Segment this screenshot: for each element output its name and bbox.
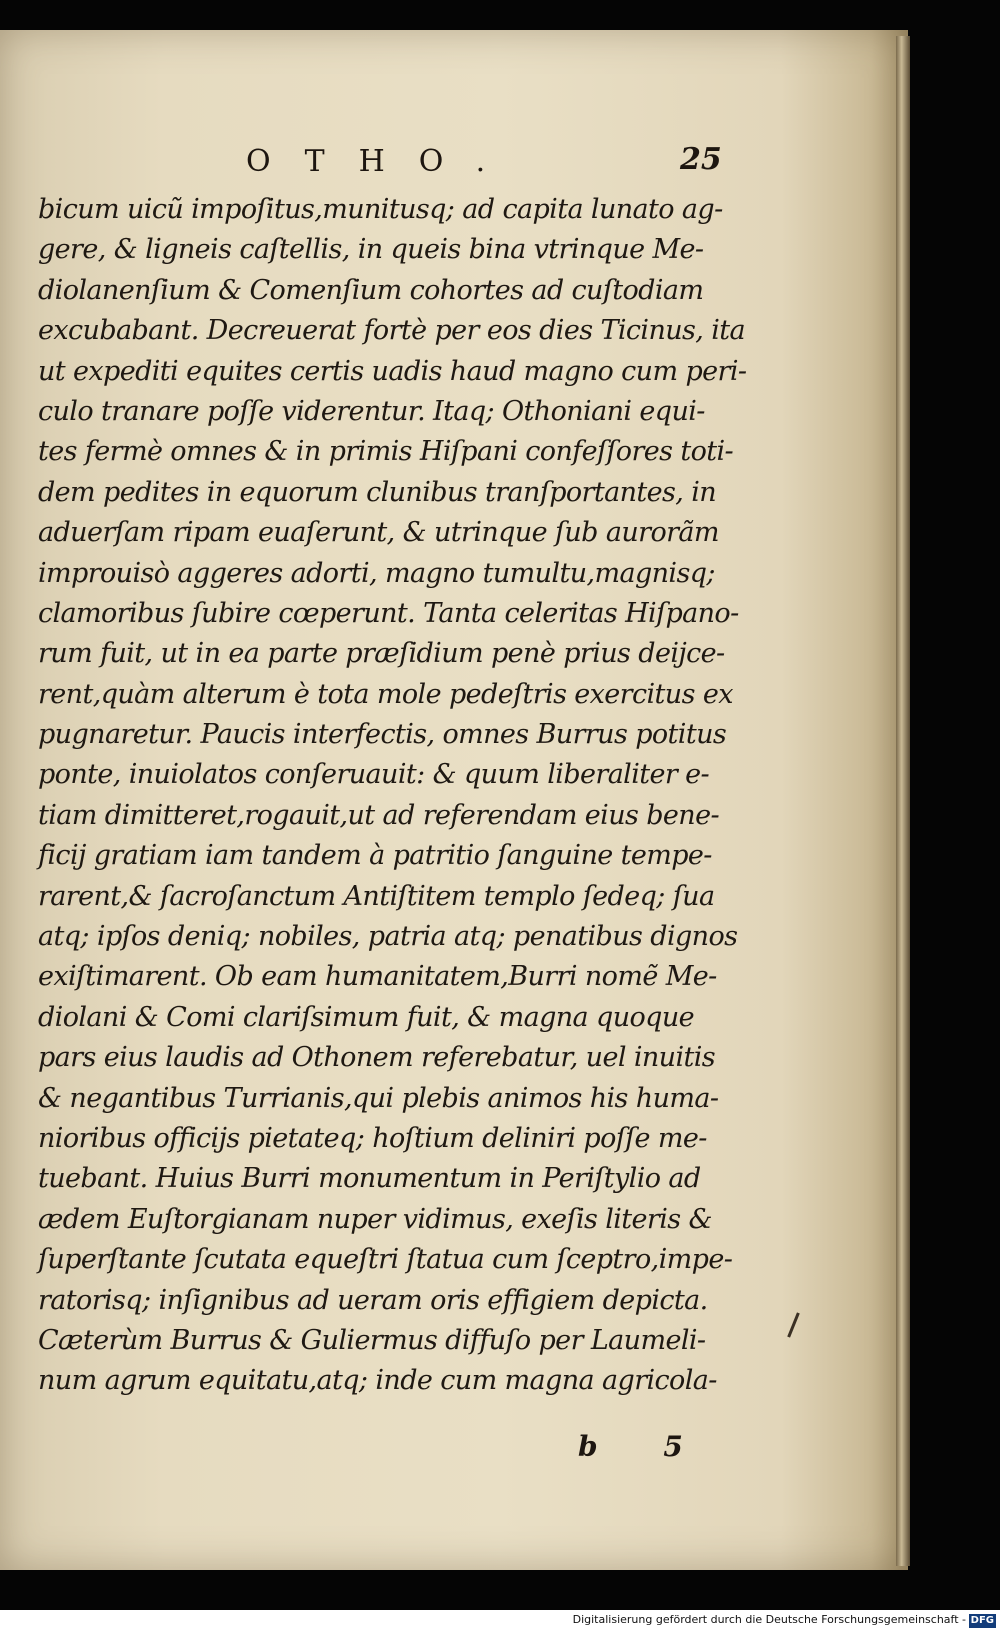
text-line: ficij gratiam iam tandem à patritio ſanguine tempe- xyxy=(38,840,712,872)
text-line: dem pedites in equorum clunibus tranſportantes, in xyxy=(38,476,717,508)
text-line: diolanenſium & Comenſium cohortes ad cuſtodiam xyxy=(38,274,704,306)
text-line: gere, & ligneis caſtellis, in queis bina vtrinque Me- xyxy=(38,234,704,266)
text-line: culo tranare poſſe viderentur. Itaq; Othoniani equi- xyxy=(38,395,705,427)
text-line: clamoribus ſubire cœperunt. Tanta celeritas Hiſpano- xyxy=(38,597,739,629)
text-line: pars eius laudis ad Othonem referebatur, uel inuitis xyxy=(38,1042,716,1074)
page-edge xyxy=(896,36,910,1566)
text-line: tes fermè omnes & in primis Hiſpani confeſſores toti- xyxy=(38,436,734,468)
footer-credit: Digitalisierung gefördert durch die Deutsche Forschungsgemeinschaft - xyxy=(572,1613,966,1626)
text-line: excubabant. Decreuerat fortè per eos dies Ticinus, ita xyxy=(38,315,746,347)
text-line: pugnaretur. Paucis interfectis, omnes Burrus potitus xyxy=(38,719,727,751)
book-page xyxy=(0,30,908,1570)
text-line: diolani & Comi clariſsimum fuit, & magna quoque xyxy=(38,1001,695,1033)
signature-mark: b 5 xyxy=(578,1430,711,1463)
text-line: atq; ipſos deniq; nobiles, patria atq; penatibus dignos xyxy=(38,921,738,953)
running-title: OTHO. xyxy=(246,144,520,179)
text-line: tiam dimitteret,rogauit,ut ad referendam eius bene- xyxy=(38,799,719,831)
page-number: 25 xyxy=(680,142,722,177)
text-line: rent,quàm alterum è tota mole pedeſtris exercitus ex xyxy=(38,678,733,710)
text-line: Cæterùm Burrus & Guliermus diffuſo per Laumeli- xyxy=(38,1324,706,1356)
footer-bar xyxy=(0,1610,1000,1634)
text-line: tuebant. Huius Burri monumentum in Periſtylio ad xyxy=(38,1163,701,1195)
text-line: rarent,& ſacroſanctum Antiſtitem templo ſedeq; ſua xyxy=(38,880,715,912)
text-line: aduerſam ripam euaſerunt, & utrinque ſub aurorãm xyxy=(38,517,719,549)
text-line: ut expediti equites certis uadis haud magno cum peri- xyxy=(38,355,747,387)
text-line: ſuperſtante ſcutata equeſtri ſtatua cum ſceptro,impe- xyxy=(38,1244,733,1276)
text-line: improuisò aggeres adorti, magno tumultu,magnisq; xyxy=(38,557,715,589)
text-line: bicum uicũ impoſitus,munitusq; ad capita lunato ag- xyxy=(38,194,723,225)
dfg-logo: DFG xyxy=(970,1615,994,1626)
page-header xyxy=(0,144,908,184)
text-line: ponte, inuiolatos conſeruauit: & quum liberaliter e- xyxy=(38,759,710,791)
text-line: ratorisq; inſignibus ad ueram oris effigiem depicta. xyxy=(38,1284,708,1316)
text-line: ædem Euſtorgianam nuper vidimus, exeſis literis & xyxy=(38,1203,712,1235)
text-line: & negantibus Turrianis,qui plebis animos his huma- xyxy=(38,1082,719,1114)
body-text xyxy=(38,190,747,1402)
text-line: num agrum equitatu,atq; inde cum magna agricola- xyxy=(38,1365,717,1397)
text-line: rum fuit, ut in ea parte præſidium penè prius deijce- xyxy=(38,638,725,670)
text-line: exiſtimarent. Ob eam humanitatem,Burri nomẽ Me- xyxy=(38,961,717,993)
margin-mark xyxy=(787,1312,800,1337)
text-line: nioribus officijs pietateq; hoſtium deliniri poſſe me- xyxy=(38,1122,707,1154)
